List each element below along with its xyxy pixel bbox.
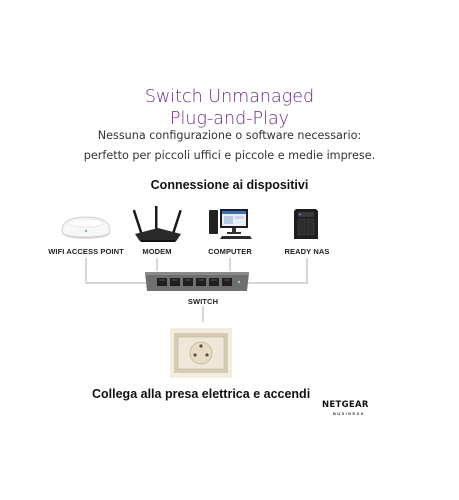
subtitle-line-1: Nessuna configurazione o software necessario:: [97, 129, 362, 142]
device-label-computer: COMPUTER: [208, 247, 252, 256]
network-switch-icon: [143, 270, 251, 299]
netgear-logo: NETGEAR: [322, 400, 369, 410]
subtitle-line-2: perfetto per piccoli uffici e piccole e medie imprese.: [83, 149, 376, 162]
diagram-heading: Connessione ai dispositivi: [150, 178, 309, 192]
wall-power-outlet-icon: [170, 328, 232, 383]
title-line-2: Plug-and-Play: [169, 109, 290, 129]
wifi-access-point-icon: [56, 211, 116, 246]
desktop-computer-icon: [208, 207, 256, 246]
title-line-1: Switch Unmanaged: [144, 87, 315, 107]
device-label-modem: MODEM: [142, 247, 172, 256]
footer-caption: Collega alla presa elettrica e accendi: [92, 387, 311, 401]
netgear-logo-subtext: BUSINESS: [333, 411, 365, 416]
device-label-wifi-access-point: WIFI ACCESS POINT: [48, 247, 124, 256]
modem-router-icon: [131, 206, 185, 249]
nas-storage-icon: [289, 207, 323, 246]
device-label-ready-nas: READY NAS: [284, 247, 330, 256]
switch-label: SWITCH: [187, 297, 219, 306]
